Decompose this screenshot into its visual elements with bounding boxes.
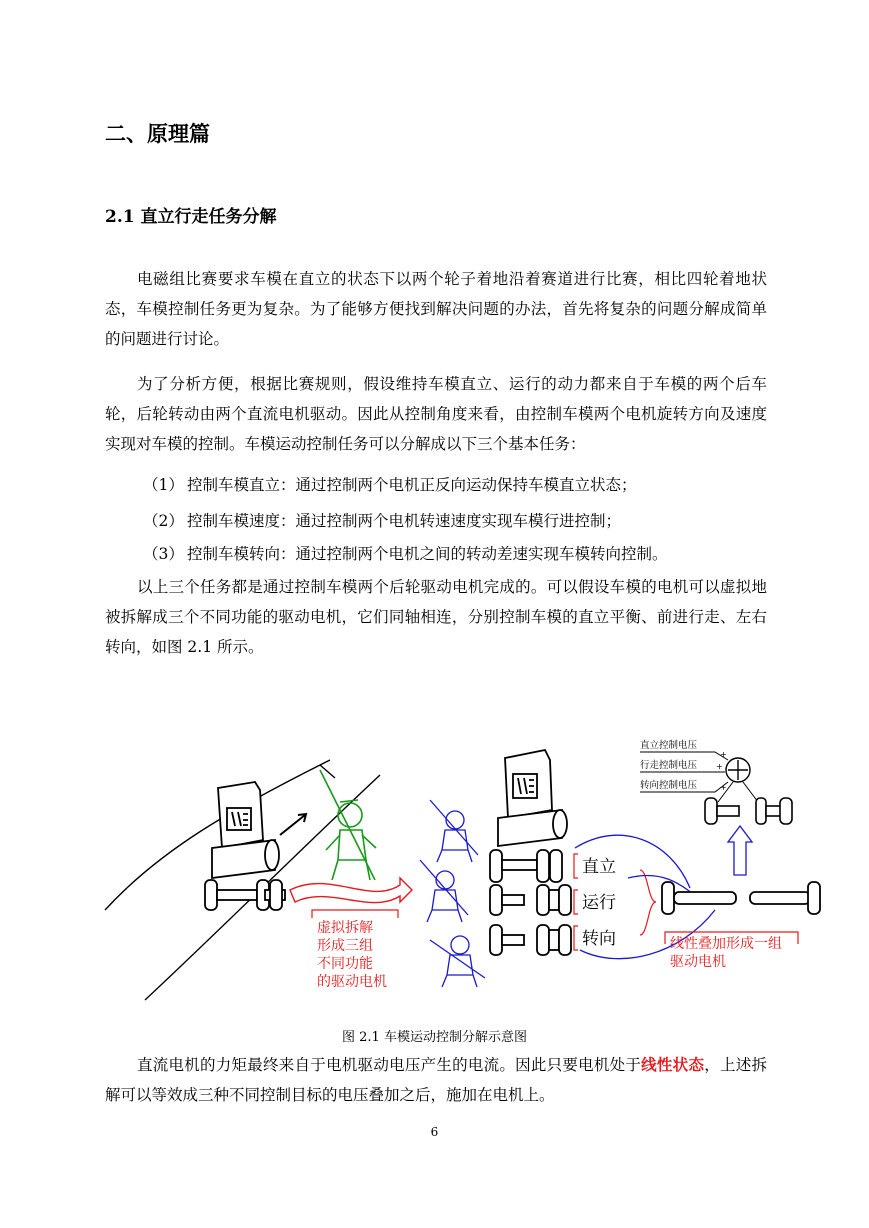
split-label-bracket: [312, 910, 398, 918]
task-item-3: [143, 539, 668, 569]
car-model-right: [490, 750, 567, 882]
plus-sign-1: +: [720, 750, 727, 759]
paragraph-3: 以上三个任务都是通过控制车模两个后轮驱动电机完成的。可以假设车模的电机可以虚拟地被拆解成三个不同功能的驱动电机，它们同轴相连，分别控制车模的直立平衡、前进行走、左右转向，如图 2.1 所示。: [105, 578, 767, 656]
plus-sign-3: +: [720, 783, 727, 792]
split-label-line-2: 形成三组: [317, 938, 373, 954]
split-label-line-4: 的驱动电机: [317, 974, 387, 990]
task-number: （3）: [143, 545, 184, 563]
voltage-label-steering: 转向控制电压: [640, 780, 698, 791]
blue-robot-figures: [420, 800, 485, 987]
split-label-line-3: 不同功能: [317, 956, 373, 972]
task-item-2: [143, 506, 621, 536]
figure-caption: 图 2.1 车模运动控制分解示意图: [342, 1030, 527, 1045]
voltage-label-upright: 直立控制电压: [640, 740, 698, 751]
section-title: 2.1 直立行走任务分解: [105, 207, 277, 227]
combine-label-line-2: 驱动电机: [670, 954, 726, 970]
summing-junction-icon: [726, 758, 750, 782]
motor-label-running: 运行: [582, 893, 616, 913]
chapter-title: 二、原理篇: [105, 121, 210, 146]
forward-arrow-icon: [280, 814, 306, 835]
paragraph-4-text-start: 直流电机的力矩最终来自于电机驱动电压产生的电流。因此只要电机处于: [137, 1056, 642, 1074]
paragraph-4-text-end: ，上述拆解可以等效成三种不同控制目标的电压叠加之后，施加在电机上。: [105, 1056, 767, 1104]
figure-2-1: [100, 730, 830, 1015]
motor-label-steering: 转向: [582, 929, 616, 949]
car-model-left: [205, 782, 285, 910]
combine-label-line-1: 线性叠加形成一组: [670, 936, 782, 952]
task-number: （1）: [143, 476, 184, 494]
motor-group: [490, 885, 571, 955]
task-item-1: [143, 470, 637, 500]
paragraph-4: [105, 1050, 767, 1110]
paragraph-2: 为了分析方便，根据比赛规则，假设维持车模直立、运行的动力都来自于车模的两个后车轮，后轮转动由两个直流电机驱动。因此从控制角度来看，由控制车模两个电机旋转方向及速度实现对车模的控制。车模运动控制任务可以分解成以下三个基本任务：: [105, 375, 767, 453]
linear-state-highlight: 线性状态: [641, 1055, 705, 1074]
page-number: 6: [430, 1125, 439, 1139]
split-arrow: [290, 878, 412, 903]
motor-brace: [640, 870, 656, 935]
voltage-label-running: 行走控制电压: [640, 760, 698, 771]
task-text: 控制车模转向：通过控制两个电机之间的转动差速实现车模转向控制。: [187, 545, 668, 563]
split-label-line-1: 虚拟拆解: [317, 920, 373, 936]
task-text: 控制车模速度：通过控制两个电机转速速度实现车模行进控制；: [187, 512, 622, 530]
plus-sign-2: +: [716, 762, 723, 771]
task-number: （2）: [143, 512, 184, 530]
task-text: 控制车模直立：通过控制两个电机正反向运动保持车模直立状态；: [187, 476, 637, 494]
motor-label-upright: 直立: [582, 857, 616, 877]
up-arrow-icon: [728, 826, 752, 875]
motor-label-boxes: [574, 854, 578, 950]
paragraph-1: 电磁组比赛要求车模在直立的状态下以两个轮子着地沿着赛道进行比赛，相比四轮着地状态，车模控制任务更为复杂。为了能够方便找到解决问题的办法，首先将复杂的问题分解成简单的问题进行讨论。: [105, 270, 767, 348]
combined-motor: [662, 882, 820, 914]
